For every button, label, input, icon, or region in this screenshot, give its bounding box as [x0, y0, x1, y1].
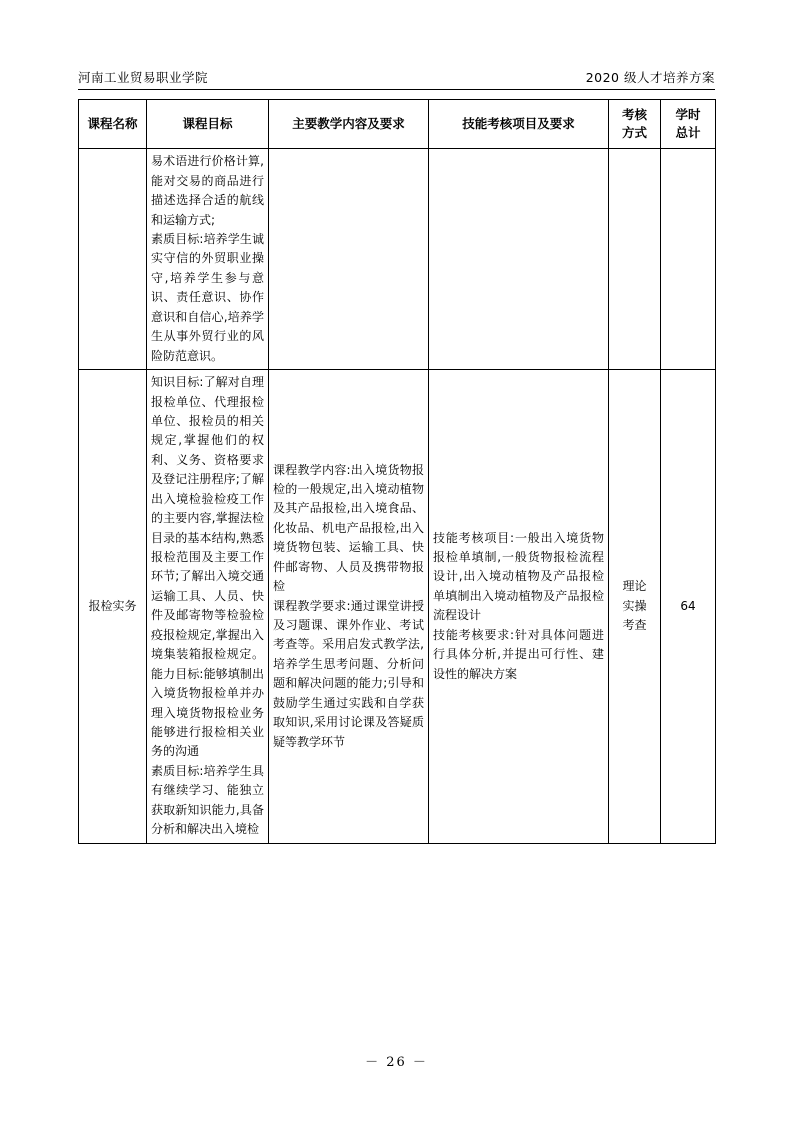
- header-right-title: 2020 级人才培养方案: [585, 70, 715, 85]
- header-left-title: 河南工业贸易职业学院: [78, 70, 209, 85]
- cell-teaching-content: [269, 370, 429, 844]
- page-number: － 26 －: [365, 1055, 428, 1070]
- column-header-total-hours: [661, 100, 716, 149]
- table-row: [79, 370, 716, 844]
- skill-assessment-paragraph: 技能考核项目:一般出入境货物报检单填制,一般货物报检流程设计,出入境动植物及产品报检单填制出入境动植物及产品报检流程设计: [433, 530, 604, 623]
- cell-teaching-content: [269, 149, 429, 370]
- course-goal-paragraph: 易术语进行价格计算,能对交易的商品进行描述选择合适的航线和运输方式;: [151, 154, 264, 227]
- teaching-content-paragraph: 课程教学内容:出入境货物报检的一般规定,出入境动植物及其产品报检,出入境食品、化妆品、机电产品报检,出入境货物包装、运输工具、快件邮寄物、人员及携带物报检: [273, 462, 424, 594]
- cell-course-goal: [147, 370, 269, 844]
- cell-skill-assessment: [429, 149, 609, 370]
- course-goal-paragraph: 素质目标:培养学生具有继续学习、能独立获取新知识能力,具备分析和解决出入境检: [151, 763, 264, 837]
- exam-method-line-2: 方式: [621, 125, 647, 141]
- cell-course-goal: [147, 149, 269, 370]
- column-header-skill-assessment: 技能考核项目及要求: [429, 100, 609, 149]
- table-row: [79, 149, 716, 370]
- table-header-row: [79, 100, 716, 149]
- cell-skill-assessment: [429, 370, 609, 844]
- skill-assessment-paragraph: 技能考核要求:针对具体问题进行具体分析,并提出可行性、建设性的解决方案: [433, 627, 604, 681]
- cell-exam-method: [609, 149, 661, 370]
- exam-method-line: 考查: [622, 618, 647, 633]
- exam-method-line-1: 考核: [621, 107, 647, 122]
- cell-exam-method: [609, 370, 661, 844]
- course-goal-paragraph: 知识目标:了解对自理报检单位、代理报检单位、报检员的相关规定,掌握他们的权利、义务、资格要求及登记注册程序;了解出入境检验检疫工作的主要内容,掌握法检目录的基本结构,熟悉报检范围及主要工作环节;了解出入境交通运输工具、人员、快件及邮寄物等检验检疫报检规定,掌握出入境集装箱报检规定。能力目标:能够填制出入境货物报检单并办理入境货物报检业务能够进行报检相关业务的沟通: [151, 375, 264, 759]
- course-table: [78, 99, 716, 844]
- total-hours-line-2: 总计: [675, 125, 701, 141]
- total-hours-line-1: 学时: [675, 107, 701, 122]
- page-header: [78, 70, 715, 90]
- column-header-course-goal: 课程目标: [147, 100, 269, 149]
- column-header-teaching-content: 主要教学内容及要求: [269, 100, 429, 149]
- cell-total-hours: [661, 149, 716, 370]
- cell-course-name: 报检实务: [79, 370, 147, 844]
- cell-total-hours: 64: [661, 370, 716, 844]
- cell-course-name: [79, 149, 147, 370]
- column-header-exam-method: [609, 100, 661, 149]
- column-header-course-name: 课程名称: [79, 100, 147, 149]
- exam-method-line: 实操: [622, 598, 647, 613]
- page-footer: [0, 1051, 793, 1070]
- exam-method-line: 理论: [622, 579, 647, 594]
- course-goal-paragraph: 素质目标:培养学生诚实守信的外贸职业操守,培养学生参与意识、责任意识、协作意识和自信心,培养学生从事外贸行业的风险防范意识。: [151, 232, 264, 363]
- teaching-content-paragraph: 课程教学要求:通过课堂讲授及习题课、课外作业、考试考查等。采用启发式教学法,培养学生思考问题、分析问题和解决问题的能力;引导和鼓励学生通过实践和自学获取知识,采用讨论课及答疑质疑等教学环节: [273, 598, 424, 749]
